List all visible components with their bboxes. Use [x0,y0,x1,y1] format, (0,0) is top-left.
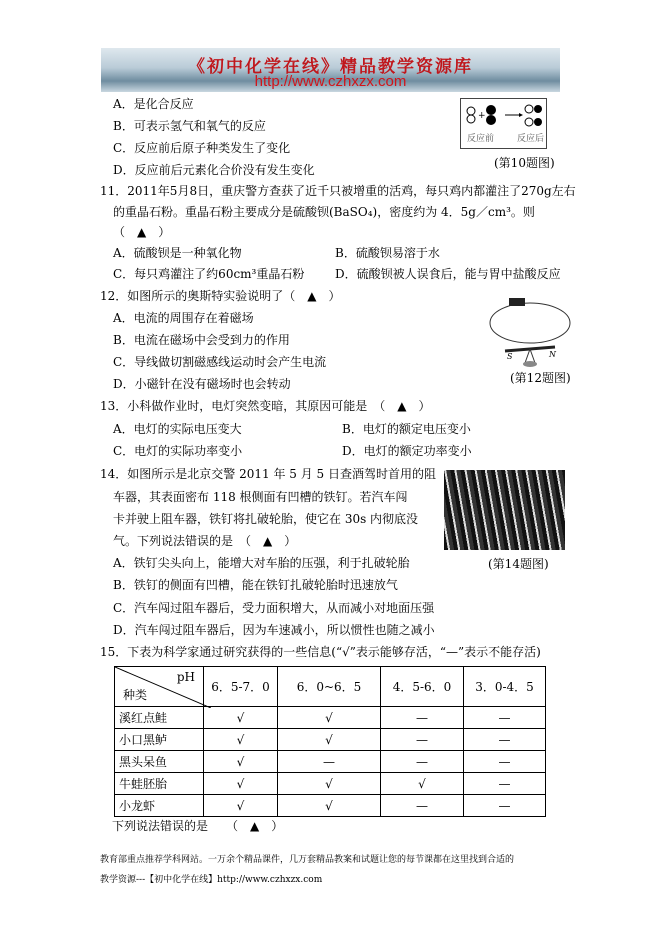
table-cell: — [464,795,546,817]
oersted-experiment-figure [485,293,575,368]
column-header: 3．0-4．5 [464,667,546,707]
q12-option-b: B．电流在磁场中会受到力的作用 [113,333,290,347]
table-cell: √ [204,707,278,729]
table-cell: — [381,795,464,817]
q14-caption: (第14题图) [488,557,549,571]
q15-question: 下列说法错误的是 （ ▲ ） [112,819,284,833]
q10-option-c: C．反应前后原子种类发生了变化 [113,141,291,155]
road-spike-photo [444,470,565,550]
q12-caption: (第12题图) [510,371,571,385]
table-cell: √ [204,729,278,751]
svg-text:+: + [478,111,486,121]
table-cell: √ [278,729,381,751]
q13-option-a: A．电灯的实际电压变大 [113,422,242,436]
molecule-diagram [461,99,546,133]
species-name: 黑头呆鱼 [115,751,204,773]
q14-option-a: A．铁钉尖头向上，能增大对车胎的压强，利于扎破轮胎 [113,556,410,570]
table-cell: √ [278,773,381,795]
q14-stem-line3: 卡并驶上阻车器，铁钉将扎破轮胎，使它在 30s 内彻底没 [113,512,419,526]
q14-option-b: B．铁钉的侧面有凹槽，能在铁钉扎破轮胎时迅速放气 [113,578,398,592]
banner-title: 《初中化学在线》精品教学资源库 [188,57,473,77]
q11-option-d: D．硫酸钡被人误食后，能与胃中盐酸反应 [335,267,561,281]
q11-stem-line1: 11．2011年5月8日，重庆警方查获了近千只被增重的活鸡，每只鸡内都灌注了270g左右 [100,184,576,198]
banner-url[interactable]: http://www.czhxzx.com [254,73,407,90]
header-banner [101,48,560,92]
q14-stem-line4: 气。下列说法错误的是 （ ▲ ） [113,534,297,548]
q10-option-a: A．是化合反应 [113,97,194,111]
column-header: 6．0~6．5 [278,667,381,707]
table-cell: — [278,751,381,773]
q11-stem-line2: 的重晶石粉。重晶石粉主要成分是硫酸钡(BaSO₄)，密度约为 4．5g／cm³。则 [113,205,535,219]
q11-answer-blank: （ ▲ ） [113,225,171,239]
q11-option-a: A．硫酸钡是一种氧化物 [113,246,242,260]
footer-line1: 教育部重点推荐学科网站。一万余个精品课件，几万套精品教案和试题让您的每节课都在这里找到合适的 [100,855,515,865]
q12-option-a: A．电流的周围存在着磁场 [113,311,254,325]
table-cell: √ [381,773,464,795]
q14-option-c: C．汽车闯过阻车器后，受力面积增大，从而减小对地面压强 [113,601,435,615]
table-cell: √ [278,795,381,817]
table-cell: √ [204,773,278,795]
q13-stem: 13．小科做作业时，电灯突然变暗，其原因可能是 （ ▲ ） [100,399,431,413]
q12-option-c: C．导线做切割磁感线运动时会产生电流 [113,355,327,369]
q10-caption: (第10题图) [494,156,555,170]
table-cell: — [381,729,464,751]
table-cell: √ [204,795,278,817]
ph-survival-table [114,666,546,817]
column-header: 6．5-7．0 [204,667,278,707]
q13-option-d: D．电灯的额定功率变小 [342,444,472,458]
q12-option-d: D．小磁针在没有磁场时也会转动 [113,377,291,391]
header-ph: pH [176,670,195,684]
q10-option-b: B．可表示氢气和氧气的反应 [113,119,266,133]
footer-line2: 教学资源---【初中化学在线】http://www.czhxzx.com [100,875,323,885]
q13-option-c: C．电灯的实际功率变小 [113,444,243,458]
q14-stem-line2: 车器，其表面密布 118 根侧面有凹槽的铁钉。若汽车闯 [113,490,408,504]
table-corner-header [115,667,204,707]
q10-option-d: D．反应前后元素化合价没有发生变化 [113,163,315,177]
q11-option-c: C．每只鸡灌注了约60cm³重晶石粉 [113,267,305,281]
header-species: 种类 [123,688,148,702]
q15-stem: 15．下表为科学家通过研究获得的一些信息(“√”表示能够存活，“—”表示不能存活) [100,645,541,659]
q10-figure [460,98,547,149]
species-name: 小口黑鲈 [115,729,204,751]
table-cell: — [464,729,546,751]
species-name: 小龙虾 [115,795,204,817]
q11-option-b: B．硫酸钡易溶于水 [335,246,440,260]
table-cell: — [464,773,546,795]
fig-label-before: 反应前 [467,134,495,144]
table-row [115,707,546,729]
q14-stem-line1: 14．如图所示是北京交警 2011 年 5 月 5 日查酒驾时首用的阻 [100,467,436,481]
table-cell: √ [204,751,278,773]
table-cell: — [381,751,464,773]
table-row [115,795,546,817]
species-name: 溪红点鲑 [115,707,204,729]
table-cell: — [464,751,546,773]
q13-option-b: B．电灯的额定电压变小 [342,422,471,436]
column-header: 4．5-6．0 [381,667,464,707]
q14-option-d: D．汽车闯过阻车器后，因为车速减小，所以惯性也随之减小 [113,623,435,637]
fig-label-after: 反应后 [517,134,545,144]
table-row [115,729,546,751]
q12-stem: 12．如图所示的奥斯特实验说明了（ ▲ ） [100,289,341,303]
table-cell: — [381,707,464,729]
species-name: 牛蛙胚胎 [115,773,204,795]
fig-label-n: N [549,350,556,359]
table-cell: √ [278,707,381,729]
table-cell: — [464,707,546,729]
table-row [115,773,546,795]
fig-label-s: S [507,352,513,361]
table-row [115,751,546,773]
